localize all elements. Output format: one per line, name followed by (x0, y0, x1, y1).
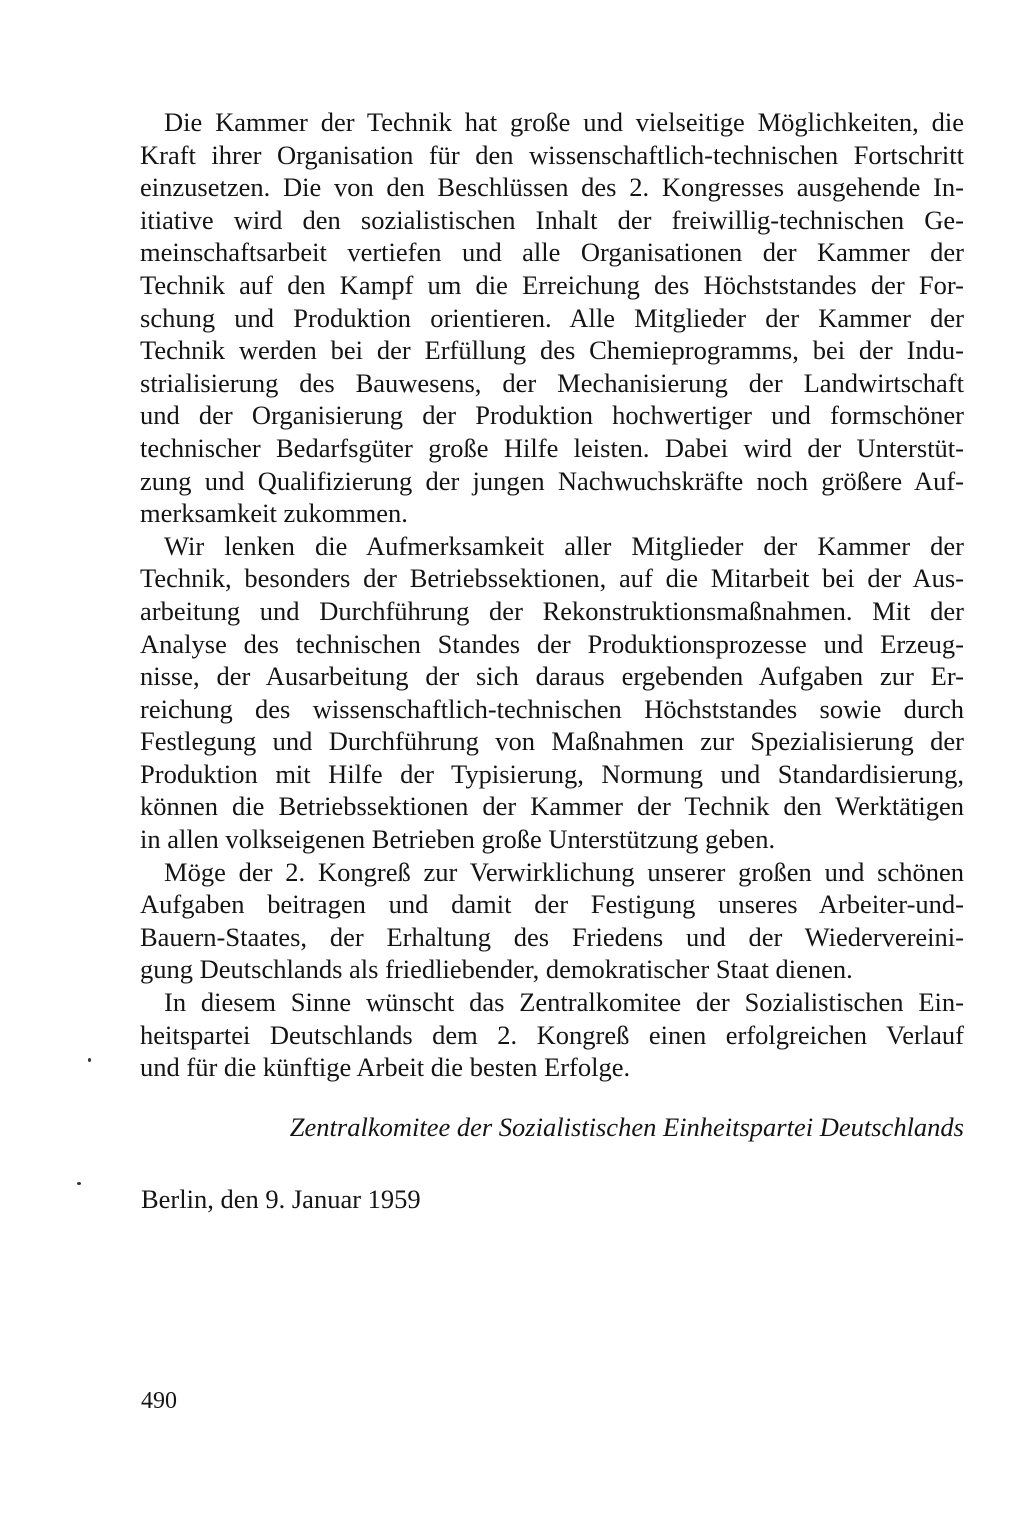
text-line: können die Betriebssektionen der Kammer der Technik den Werktätigen (140, 791, 964, 822)
text-line: Analyse des technischen Standes der Produktionsprozesse und Erzeug- (140, 628, 964, 659)
text-line: strialisierung des Bauwesens, der Mechanisierung der Landwirtschaft (140, 367, 964, 398)
body-text (140, 106, 964, 1084)
text-line: und für die künftige Arbeit die besten Erfolge. (140, 1052, 631, 1083)
text-line: Die Kammer der Technik hat große und vielseitige Möglichkeiten, die (164, 107, 964, 137)
text-line: Möge der 2. Kongreß zur Verwirklichung unserer großen und schönen (164, 856, 964, 887)
paragraph (140, 986, 964, 1084)
text-line: heitspartei Deutschlands dem 2. Kongreß einen erfolgreichen Verlauf (140, 1019, 964, 1050)
text-line: in allen volkseigenen Betrieben große Unterstützung geben. (140, 824, 776, 855)
text-line: itiative wird den sozialistischen Inhalt der freiwillig-technischen Ge- (140, 204, 964, 235)
text-line: In diesem Sinne wünscht das Zentralkomitee der Sozialistischen Ein- (164, 987, 964, 1018)
text-line: Bauern-Staates, der Erhaltung des Friedens und der Wiedervereini- (140, 921, 964, 952)
scan-speck (88, 1058, 91, 1062)
text-line: Produktion mit Hilfe der Typisierung, Normung und Standardisierung, (140, 758, 964, 789)
paragraph (140, 106, 964, 530)
text-line: meinschaftsarbeit vertiefen und alle Organisationen der Kammer der (140, 237, 964, 268)
text-line: gung Deutschlands als friedliebender, demokratischer Staat dienen. (140, 954, 853, 985)
text-line: schung und Produktion orientieren. Alle Mitglieder der Kammer der (140, 302, 964, 333)
text-line: Technik, besonders der Betriebssektionen, auf die Mitarbeit bei der Aus- (140, 563, 964, 594)
text-line: zung und Qualifizierung der jungen Nachwuchskräfte noch größere Auf- (140, 465, 964, 496)
text-line: Technik auf den Kampf um die Erreichung des Höchststandes der For- (140, 269, 964, 300)
text-line: Kraft ihrer Organisation für den wissenschaftlich-technischen Fortschritt (140, 139, 964, 170)
date-line: Berlin, den 9. Januar 1959 (141, 1184, 421, 1214)
page-number: 490 (141, 1388, 177, 1414)
text-line: merksamkeit zukommen. (140, 498, 408, 529)
scan-speck (77, 1182, 81, 1185)
text-line: nisse, der Ausarbeitung der sich daraus ergebenden Aufgaben zur Er- (140, 661, 964, 692)
text-line: arbeitung und Durchführung der Rekonstruktionsmaßnahmen. Mit der (140, 595, 964, 626)
paragraph (140, 530, 964, 856)
paragraph (140, 856, 964, 986)
text-line: Festlegung und Durchführung von Maßnahmen zur Spezialisierung der (140, 726, 964, 757)
signature-line: Zentralkomitee der Sozialistischen Einheitspartei Deutschlands (289, 1112, 964, 1142)
text-line: und der Organisierung der Produktion hochwertiger und formschöner (140, 400, 964, 431)
text-line: Wir lenken die Aufmerksamkeit aller Mitglieder der Kammer der (164, 530, 964, 561)
text-line: technischer Bedarfsgüter große Hilfe leisten. Dabei wird der Unterstüt- (140, 432, 964, 463)
text-line: Aufgaben beitragen und damit der Festigung unseres Arbeiter-und- (140, 889, 964, 920)
text-line: einzusetzen. Die von den Beschlüssen des 2. Kongresses ausgehende In- (140, 172, 964, 203)
text-line: reichung des wissenschaftlich-technischen Höchststandes sowie durch (140, 693, 964, 724)
text-line: Technik werden bei der Erfüllung des Chemieprogramms, bei der Indu- (140, 335, 964, 366)
